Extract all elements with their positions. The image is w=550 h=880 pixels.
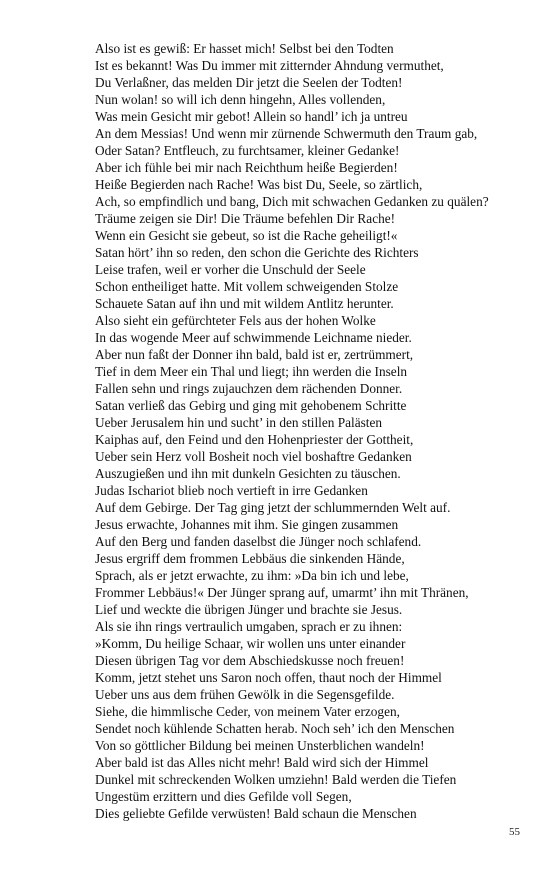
poem-line: Dunkel mit schreckenden Wolken umziehn! Bald werden die Tiefen (95, 772, 457, 787)
poem-line: Diesen übrigen Tag vor dem Abschiedskusse noch freuen! (95, 653, 405, 668)
poem-line: In das wogende Meer auf schwimmende Leichname nieder. (95, 330, 412, 345)
poem-line: Was mein Gesicht mir gebot! Allein so handl’ ich ja untreu (95, 109, 408, 124)
poem-line: Auszugießen und ihn mit dunkeln Gesichten zu täuschen. (95, 466, 401, 481)
poem-line: Von so göttlicher Bildung bei meinen Unsterblichen wandeln! (95, 738, 425, 753)
page-number: 55 (509, 826, 520, 838)
poem-text-block (95, 40, 543, 822)
poem-line: Schon entheiliget hatte. Mit vollem schweigenden Stolze (95, 279, 399, 294)
poem-line: Ungestüm erzittern und dies Gefilde voll Segen, (95, 789, 352, 804)
poem-line: Frommer Lebbäus!« Der Jünger sprang auf, umarmt’ ihn mit Thränen, (95, 585, 469, 600)
poem-line: Heiße Begierden nach Rache! Was bist Du, Seele, so zärtlich, (95, 177, 423, 192)
poem-line: Sprach, als er jetzt erwachte, zu ihm: »Da bin ich und lebe, (95, 568, 409, 583)
poem-line: Schauete Satan auf ihn und mit wildem Antlitz herunter. (95, 296, 394, 311)
poem-line: Auf dem Gebirge. Der Tag ging jetzt der schlummernden Welt auf. (95, 500, 451, 515)
poem-line: An dem Messias! Und wenn mir zürnende Schwermuth den Traum gab, (95, 126, 478, 141)
poem-line: »Komm, Du heilige Schaar, wir wollen uns unter einander (95, 636, 406, 651)
poem-line: Also ist es gewiß: Er hasset mich! Selbst bei den Todten (95, 41, 394, 56)
poem-line: Wenn ein Gesicht sie gebeut, so ist die Rache geheiligt!« (95, 228, 398, 243)
poem-line: Oder Satan? Entfleuch, zu furchtsamer, kleiner Gedanke! (95, 143, 400, 158)
poem-line: Leise trafen, weil er vorher die Unschuld der Seele (95, 262, 366, 277)
poem-line: Ueber uns aus dem frühen Gewölk in die Segensgefilde. (95, 687, 395, 702)
poem-line: Dies geliebte Gefilde verwüsten! Bald schaun die Menschen (95, 806, 417, 821)
poem-line: Auf den Berg und fanden daselbst die Jünger noch schlafend. (95, 534, 422, 549)
poem-line: Ach, so empfindlich und bang, Dich mit schwachen Gedanken zu quälen? (95, 194, 489, 209)
poem-line: Also sieht ein gefürchteter Fels aus der hohen Wolke (95, 313, 376, 328)
poem-line: Fallen sehn und rings zujauchzen dem rächenden Donner. (95, 381, 403, 396)
poem-line: Du Verlaßner, das melden Dir jetzt die Seelen der Todten! (95, 75, 403, 90)
poem-line: Ueber sein Herz voll Bosheit noch viel boshaftre Gedanken (95, 449, 412, 464)
poem-line: Träume zeigen sie Dir! Die Träume befehlen Dir Rache! (95, 211, 396, 226)
poem-line: Lief und weckte die übrigen Jünger und brachte sie Jesus. (95, 602, 403, 617)
poem-line: Satan verließ das Gebirg und ging mit gehobenem Schritte (95, 398, 407, 413)
poem-line: Satan hört’ ihn so reden, den schon die Gerichte des Richters (95, 245, 419, 260)
poem-line: Aber nun faßt der Donner ihn bald, bald ist er, zertrümmert, (95, 347, 414, 362)
poem-line: Kaiphas auf, den Feind und den Hohenpriester der Gottheit, (95, 432, 414, 447)
poem-line: Aber ich fühle bei mir nach Reichthum heiße Begierden! (95, 160, 398, 175)
poem-line: Jesus ergriff dem frommen Lebbäus die sinkenden Hände, (95, 551, 405, 566)
poem-line: Komm, jetzt stehet uns Saron noch offen, thaut noch der Himmel (95, 670, 442, 685)
poem-line: Nun wolan! so will ich denn hingehn, Alles vollenden, (95, 92, 386, 107)
poem-line: Ist es bekannt! Was Du immer mit zitternder Ahndung vermuthet, (95, 58, 444, 73)
poem-line: Aber bald ist das Alles nicht mehr! Bald wird sich der Himmel (95, 755, 429, 770)
poem-line: Tief in dem Meer ein Thal und liegt; ihn werden die Inseln (95, 364, 408, 379)
poem-line: Als sie ihn rings vertraulich umgaben, sprach er zu ihnen: (95, 619, 403, 634)
poem-line: Siehe, die himmlische Ceder, von meinem Vater erzogen, (95, 704, 400, 719)
poem-line: Sendet noch kühlende Schatten herab. Noch seh’ ich den Menschen (95, 721, 455, 736)
poem-line: Judas Ischariot blieb noch vertieft in irre Gedanken (95, 483, 368, 498)
poem-line: Ueber Jerusalem hin und sucht’ in den stillen Palästen (95, 415, 383, 430)
poem-line: Jesus erwachte, Johannes mit ihm. Sie gingen zusammen (95, 517, 399, 532)
